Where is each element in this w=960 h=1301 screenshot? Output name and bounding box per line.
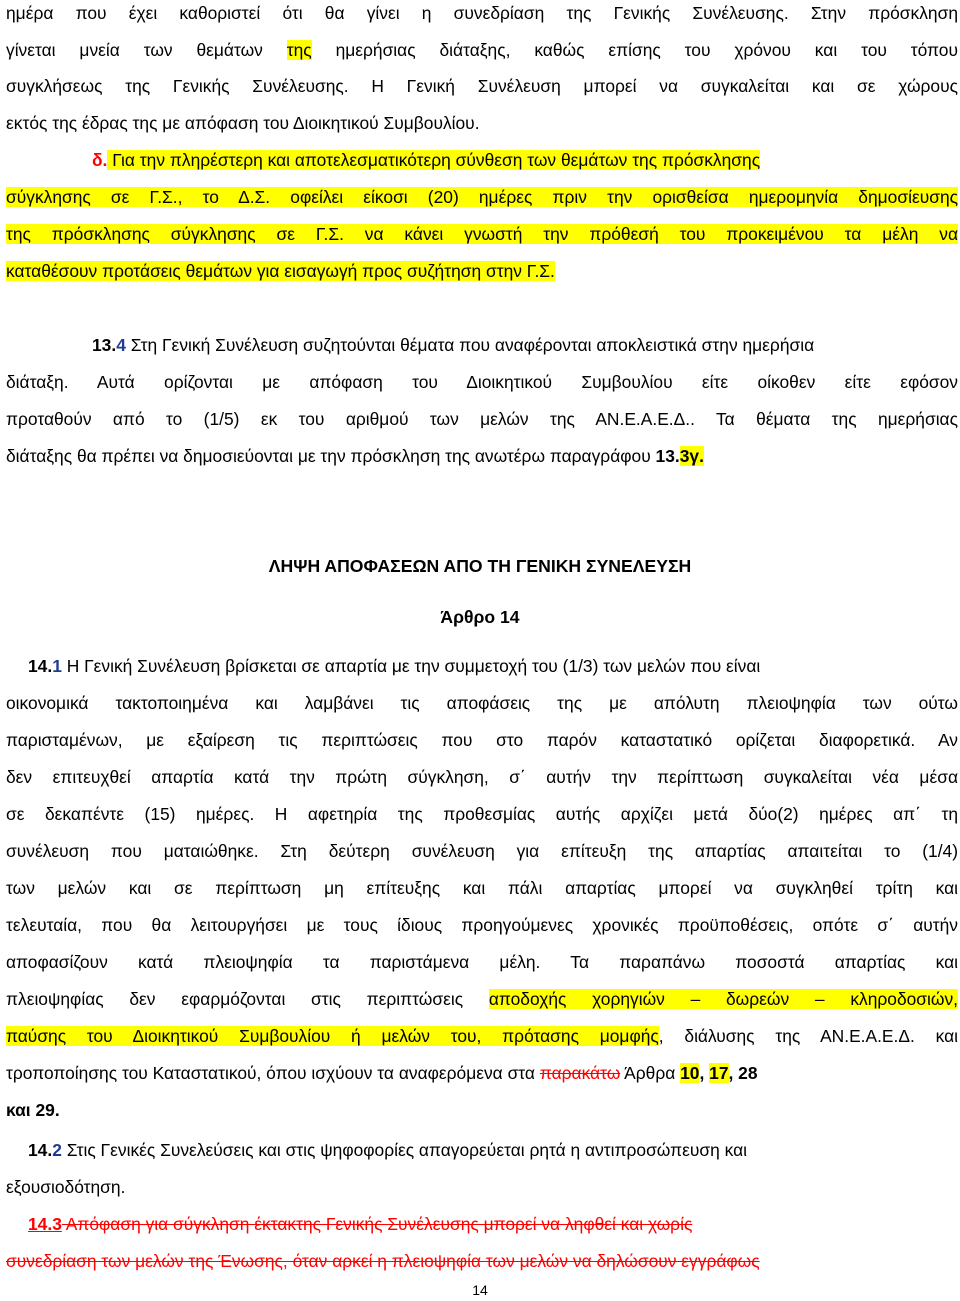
para-14-1-line-12	[6, 1062, 958, 1084]
para-14-3-line-1	[6, 1213, 958, 1235]
text: ημερήσιας διάταξης, καθώς επίσης του χρόνου και του τόπου	[311, 40, 958, 60]
item-marker: δ.	[92, 150, 108, 170]
para-14-1-line-3: παρισταμένων, με εξαίρεση τις περιπτώσεις που στο παρόν καταστατικό ορίζεται διαφορετικά. Αν	[6, 730, 958, 750]
deleted-text: συνεδρίαση των μελών της Ένωσης, όταν αρκεί η πλειοψηφία των μελών να δηλώσουν εγγράφως	[6, 1251, 760, 1271]
para-13-3-d-line-2	[6, 186, 958, 208]
paragraph-number: 14.1	[28, 656, 62, 676]
para-14-2-line-2: εξουσιοδότηση.	[6, 1177, 126, 1197]
para-14-1-line-7: των μελών και σε περίπτωση μη επίτευξης και πάλι απαρτίας μπορεί να συγκληθεί τρίτη και	[6, 878, 958, 898]
text: Στη Γενική Συνέλευση συζητούνται θέματα που αναφέρονται αποκλειστικά στην ημερήσια	[125, 335, 815, 355]
para-14-1-line-1	[6, 655, 958, 677]
text: διάταξης θα πρέπει να δημοσιεύονται με την πρόσκληση της ανωτέρω παραγράφου	[6, 446, 656, 466]
comma: ,	[699, 1063, 710, 1083]
para-13-4-line-2: διάταξη. Αυτά ορίζονται με απόφαση του Διοικητικού Συμβουλίου είτε οίκοθεν είτε εφόσον	[6, 372, 958, 392]
deleted-text: Απόφαση για σύγκληση έκτακτης Γενικής Συνέλευσης μπορεί να ληφθεί και χωρίς	[61, 1214, 693, 1234]
para-14-1-line-13	[6, 1099, 958, 1121]
highlighted-text: της	[286, 40, 312, 60]
para-13-4-line-3: προταθούν από το (1/5) εκ του αριθμού των μελών της ΑΝ.Ε.Α.Ε.Δ.. Τα θέματα της ημερήσιας	[6, 409, 958, 429]
text: και 29.	[6, 1100, 60, 1120]
para-14-1-line-9: αποφασίζουν κατά πλειοψηφία τα παριστάμενα μέλη. Τα παραπάνω ποσοστά απαρτίας και	[6, 952, 958, 972]
comma: ,	[728, 1063, 739, 1083]
section-title: ΛΗΨΗ ΑΠΟΦΑΣΕΩΝ ΑΠΟ ΤΗ ΓΕΝΙΚΗ ΣΥΝΕΛΕΥΣΗ	[268, 556, 692, 576]
text: πλειοψηφίας δεν εφαρμόζονται στις περιπτώσεις	[6, 989, 489, 1009]
highlighted-text: καταθέσουν προτάσεις θεμάτων για εισαγωγή προς συζήτηση στην Γ.Σ.	[6, 261, 555, 281]
para-13-3-d-line-1	[6, 149, 958, 171]
para-13-3-d-line-4	[6, 260, 958, 282]
para-13-3-line-2	[6, 39, 958, 61]
text: γίνεται μνεία των θεμάτων	[6, 40, 287, 60]
page-number: 14	[472, 1282, 488, 1298]
text: Άρθρα	[620, 1063, 681, 1083]
para-14-2-line-1	[6, 1139, 958, 1161]
text: , διάλυσης της ΑΝ.Ε.Α.Ε.Δ. και	[658, 1026, 958, 1046]
para-14-1-line-6: συνέλευση που ματαιώθηκε. Στη δεύτερη συνέλευση για επίτευξη της απαρτίας απαιτείται το (1/4)	[6, 841, 958, 861]
para-14-1-line-5: σε δεκαπέντε (15) ημέρες. Η αφετηρία της προθεσμίας αυτής αρχίζει μετά δύο(2) ημέρες απ΄ τη	[6, 804, 958, 824]
paragraph-reference: 13.3γ.	[655, 446, 704, 466]
article-title: Άρθρο 14	[440, 607, 520, 627]
para-14-1-line-4: δεν επιτευχθεί απαρτία κατά την πρώτη σύγκληση, σ΄ αυτήν την περίπτωση συγκαλείται νέα μέσα	[6, 767, 958, 787]
para-14-1-line-2: οικονομικά τακτοποιημένα και λαμβάνει τις αποφάσεις της με απόλυτη πλειοψηφία των ούτω	[6, 693, 958, 713]
para-13-4-line-4	[6, 445, 958, 467]
article-ref-10: 10	[680, 1063, 700, 1083]
article-ref-17: 17	[709, 1063, 729, 1083]
para-13-3-d-line-3	[6, 223, 958, 245]
deleted-text: παρακάτω	[539, 1063, 621, 1083]
highlighted-text: σύγκλησης σε Γ.Σ., το Δ.Σ. οφείλει είκοσι (20) ημέρες πριν την ορισθείσα ημερομηνία δημοσίευσης	[6, 187, 958, 207]
highlighted-text: της πρόσκλησης σύγκλησης σε Γ.Σ. να κάνει γνωστή την πρόθεσή του προκειμένου τα μέλη να	[6, 224, 958, 244]
text: Στις Γενικές Συνελεύσεις και στις ψηφοφορίες απαγορεύεται ρητά η αντιπροσώπευση και	[61, 1140, 748, 1160]
article-ref-28: 28	[738, 1063, 758, 1083]
para-13-3-line-4: εκτός της έδρας της με απόφαση του Διοικητικού Συμβουλίου.	[6, 113, 480, 133]
highlighted-text: αποδοχής χορηγιών – δωρεών – κληροδοσιών,	[488, 989, 959, 1009]
text: τροποποίησης του Καταστατικού, όπου ισχύουν τα αναφερόμενα στα	[6, 1063, 540, 1083]
para-14-1-line-8: τελευταία, που θα λειτουργήσει με τους ίδιους προηγούμενες χρονικές προϋποθέσεις, οπότε σ΄ αυτήν	[6, 915, 958, 935]
paragraph-number: 13.4	[92, 335, 126, 355]
para-13-3-line-1: ημέρα που έχει καθοριστεί ότι θα γίνει η συνεδρίαση της Γενικής Συνέλευσης. Στην πρόσκληση	[6, 3, 958, 23]
highlighted-text: Για την πληρέστερη και αποτελεσματικότερη σύνθεση των θεμάτων της πρόσκλησης	[107, 150, 761, 170]
para-13-3-line-3: συγκλήσεως της Γενικής Συνέλευσης. Η Γενική Συνέλευση μπορεί να συγκαλείται και σε χώρους	[6, 76, 958, 96]
para-14-3-line-2	[6, 1250, 958, 1272]
text: Η Γενική Συνέλευση βρίσκεται σε απαρτία με την συμμετοχή του (1/3) των μελών που είναι	[61, 656, 761, 676]
para-14-1-line-11	[6, 1025, 958, 1047]
paragraph-number: 14.2	[28, 1140, 62, 1160]
highlighted-text: παύσης του Διοικητικού Συμβουλίου ή μελών του, πρότασης μομφής	[6, 1026, 659, 1046]
para-14-1-line-10	[6, 988, 958, 1010]
para-13-4-line-1	[6, 334, 958, 356]
paragraph-number: 14.3	[28, 1214, 62, 1234]
